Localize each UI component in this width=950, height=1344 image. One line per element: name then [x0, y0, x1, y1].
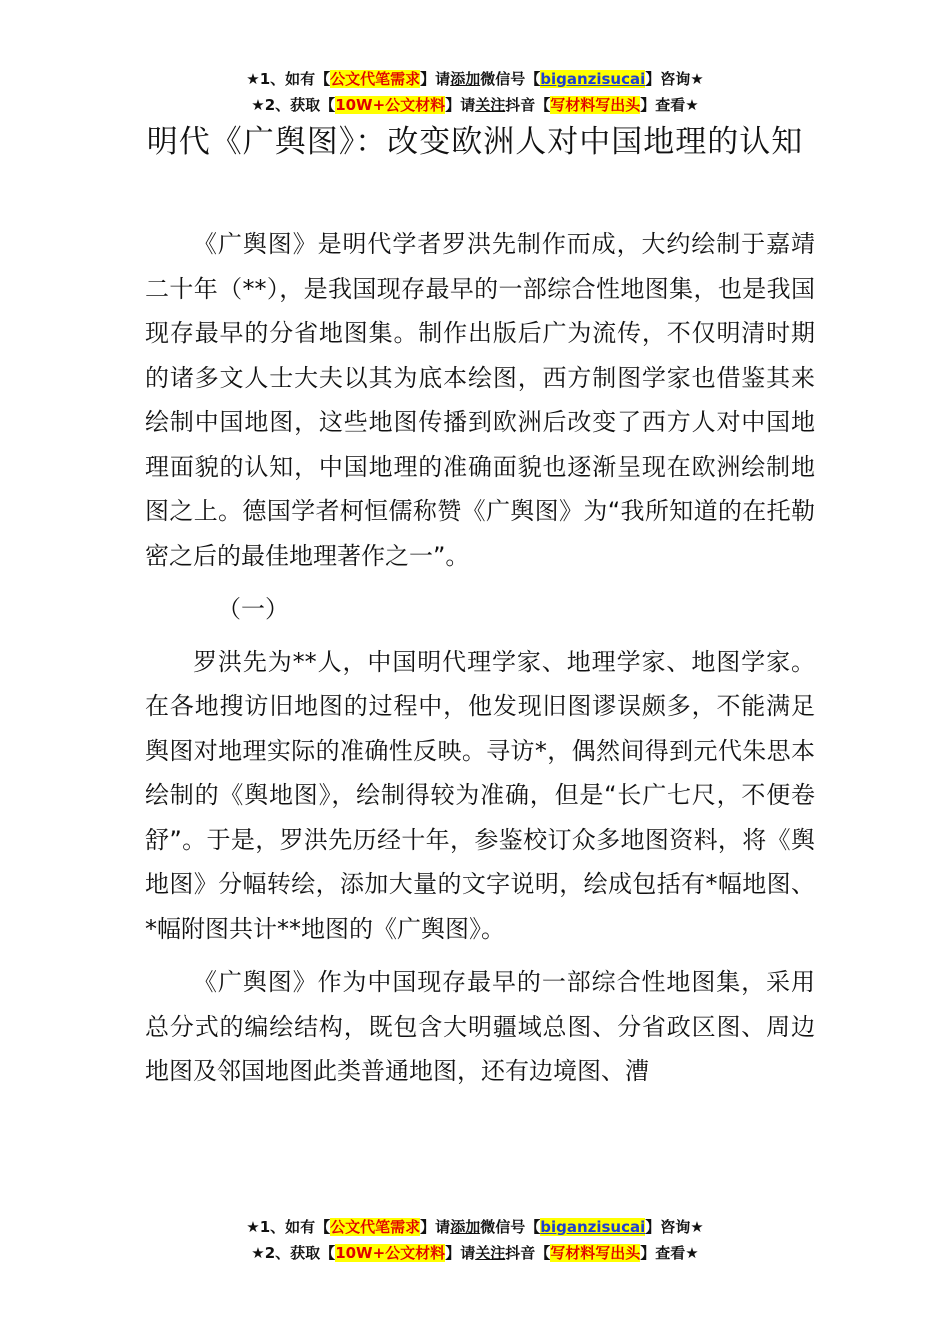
promo-highlight: 写材料写出头	[550, 96, 641, 114]
promo-text: 微信号【	[480, 1218, 541, 1236]
promo-underline: 添加	[450, 1218, 481, 1236]
promo-text: 】咨询★	[645, 1218, 704, 1236]
promo-highlight: 写材料写出头	[550, 1244, 641, 1262]
promo-highlight: 10W+公文材料	[335, 96, 446, 114]
promo-line-1	[0, 66, 950, 92]
promo-text: 】查看★	[640, 96, 699, 114]
promo-wechat-id: biganzisucai	[540, 70, 646, 88]
promo-text: ★1、如有【	[246, 70, 331, 88]
promo-text: ★1、如有【	[246, 1218, 331, 1236]
promo-highlight: 10W+公文材料	[335, 1244, 446, 1262]
promo-underline: 关注	[475, 1244, 506, 1262]
promo-banner-bottom	[0, 1214, 950, 1266]
promo-text: 抖音【	[505, 96, 551, 114]
promo-text: 】请	[420, 1218, 451, 1236]
paragraph: 罗洪先为**人，中国明代理学家、地理学家、地图学家。在各地搜访旧地图的过程中，他发现旧图谬误颇多，不能满足舆图对地理实际的准确性反映。寻访*，偶然间得到元代朱思本绘制的《舆地图》，绘制得较为准确，但是“长广七尺，不便卷舒”。于是，罗洪先历经十年，参鉴校订众多地图资料，将《舆地图》分幅转绘，添加大量的文字说明，绘成包括有*幅地图、*幅附图共计**地图的《广舆图》。	[145, 647, 815, 943]
section-heading: （一）	[217, 595, 289, 623]
promo-line-2	[0, 1240, 950, 1266]
paragraph: 《广舆图》是明代学者罗洪先制作而成，大约绘制于嘉靖二十年（**），是我国现存最早的一部综合性地图集，也是我国现存最早的分省地图集。制作出版后广为流传，不仅明清时期的诸多文人士大夫以其为底本绘图，西方制图学家也借鉴其来绘制中国地图，这些地图传播到欧洲后改变了西方人对中国地理面貌的认知，中国地理的准确面貌也逐渐呈现在欧洲绘制地图之上。德国学者柯恒儒称赞《广舆图》为“我所知道的在托勒密之后的最佳地理著作之一”。	[145, 230, 815, 570]
promo-underline: 关注	[475, 96, 506, 114]
promo-line-1	[0, 1214, 950, 1240]
promo-text: ★2、获取【	[251, 96, 336, 114]
promo-text: 微信号【	[480, 70, 541, 88]
promo-text: 】咨询★	[645, 70, 704, 88]
promo-banner-top	[0, 66, 950, 118]
document-body	[145, 222, 815, 1103]
promo-wechat-id: biganzisucai	[540, 1218, 646, 1236]
promo-text: ★2、获取【	[251, 1244, 336, 1262]
page-title: 明代《广舆图》：改变欧洲人对中国地理的认知	[146, 124, 804, 160]
promo-text: 】请	[445, 1244, 476, 1262]
promo-underline: 添加	[450, 70, 481, 88]
promo-text: 】查看★	[640, 1244, 699, 1262]
promo-highlight: 公文代笔需求	[330, 70, 421, 88]
promo-line-2	[0, 92, 950, 118]
promo-text: 抖音【	[505, 1244, 551, 1262]
promo-text: 】请	[445, 96, 476, 114]
promo-text: 】请	[420, 70, 451, 88]
paragraph: 《广舆图》作为中国现存最早的一部综合性地图集，采用总分式的编绘结构，既包含大明疆域总图、分省政区图、周边地图及邻国地图此类普通地图，还有边境图、漕	[145, 968, 815, 1085]
promo-highlight: 公文代笔需求	[330, 1218, 421, 1236]
